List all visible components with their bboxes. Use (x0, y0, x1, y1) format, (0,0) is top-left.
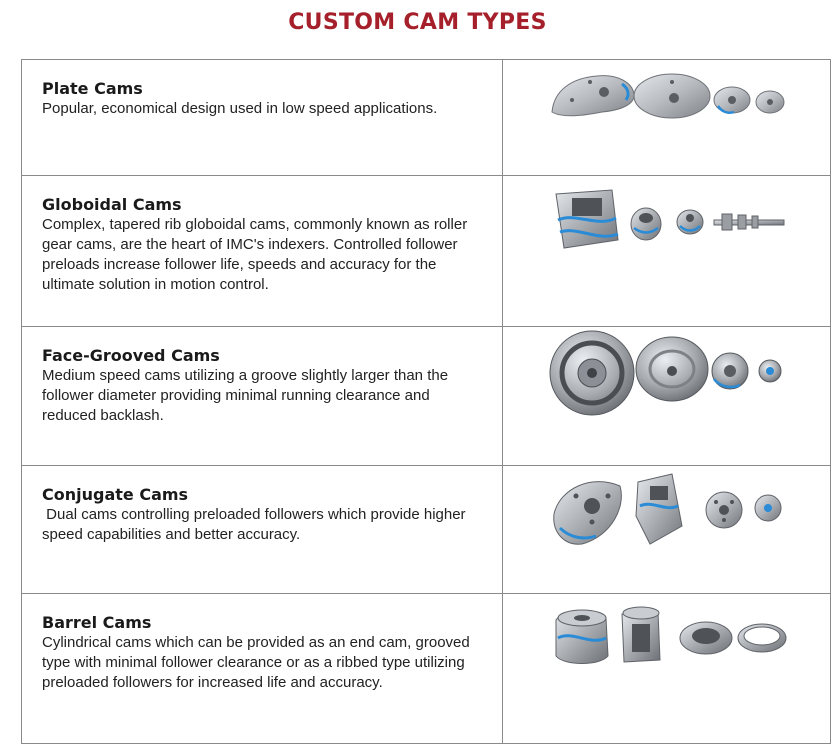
cam-name: Face-Grooved Cams (42, 346, 220, 365)
conjugate-cams-photo (542, 466, 792, 556)
cam-row-face-grooved (22, 327, 831, 466)
cam-name: Barrel Cams (42, 613, 152, 632)
plate-cams-photo (542, 60, 792, 130)
cam-types-table (21, 59, 831, 744)
cam-description: Cylindrical cams which can be provided as an end cam, grooved type with minimal follower clearance or as a ribbed type utilizing preloaded followers for increased life and accuracy. (42, 634, 474, 691)
barrel-cams-photo (542, 594, 792, 674)
cam-row-barrel (22, 594, 831, 744)
page-title: CUSTOM CAM TYPES (288, 10, 547, 35)
face-grooved-cams-photo (542, 327, 792, 417)
cam-name: Conjugate Cams (42, 485, 189, 504)
cam-name: Plate Cams (42, 79, 143, 98)
cam-row-globoidal (22, 176, 831, 327)
cam-description: Complex, tapered rib globoidal cams, commonly known as roller gear cams, are the heart of IMC's indexers. Controlled follower preloads increase follower life, speeds and accuracy for the ultimate solution in motion control. (42, 216, 472, 293)
cam-description: Medium speed cams utilizing a groove slightly larger than the follower diameter providing minimal running clearance and reduced backlash. (42, 367, 453, 424)
cam-description: Popular, economical design used in low speed applications. (42, 100, 438, 117)
globoidal-cams-photo (542, 176, 792, 256)
cam-name: Globoidal Cams (42, 195, 182, 214)
cam-description: Dual cams controlling preloaded followers which provide higher speed capabilities and better accuracy. (42, 506, 470, 543)
cam-row-conjugate (22, 466, 831, 594)
cam-row-plate (22, 60, 831, 176)
